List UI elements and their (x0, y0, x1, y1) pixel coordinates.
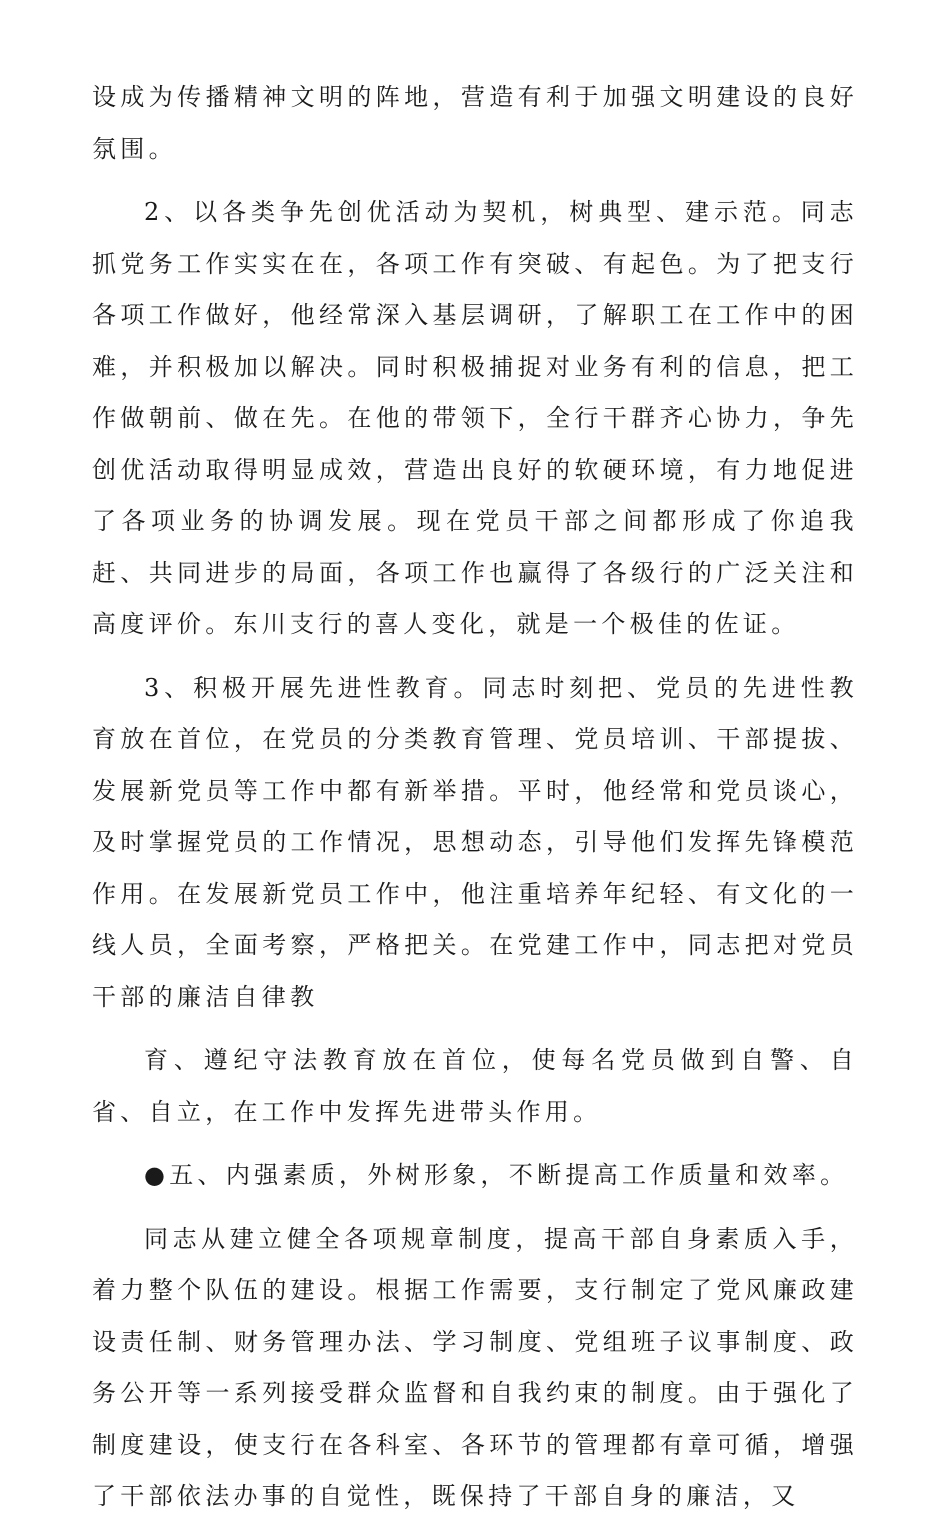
paragraph-4: 育、遵纪守法教育放在首位，使每名党员做到自警、自省、自立，在工作中发挥先进带头作用。 (92, 1046, 858, 1126)
paragraph-2: 2、以各类争先创优活动为契机，树典型、建示范。同志抓党务工作实实在在，各项工作有突破、有起色。为了把支行各项工作做好，他经常深入基层调研，了解职工在工作中的困难，并积极加以解决。同时积极捕捉对业务有利的信息，把工作做朝前、做在先。在他的带领下，全行干群齐心协力，争先创优活动取得明显成效，营造出良好的软硬环境，有力地促进了各项业务的协调发展。现在党员干部之间都形成了你追我赶、共同进步的局面，各项工作也赢得了各级行的广泛关注和高度评价。东川支行的喜人变化，就是一个极佳的佐证。 (92, 198, 858, 638)
paragraph-3: 3、积极开展先进性教育。同志时刻把、党员的先进性教育放在首位，在党员的分类教育管理、党员培训、干部提拔、发展新党员等工作中都有新举措。平时，他经常和党员谈心，及时掌握党员的工作情况，思想动态，引导他们发挥先锋模范作用。在发展新党员工作中，他注重培养年纪轻、有文化的一线人员，全面考察，严格把关。在党建工作中，同志把对党员干部的廉洁自律教 (92, 673, 858, 1011)
section-heading-5: ●五、内强素质，外树形象，不断提高工作质量和效率。 (144, 1161, 849, 1189)
document-body (92, 72, 858, 1535)
paragraph-6: 同志从建立健全各项规章制度，提高干部自身素质入手，着力整个队伍的建设。根据工作需要，支行制定了党风廉政建设责任制、财务管理办法、学习制度、党组班子议事制度、政务公开等一系列接受群众监督和自我约束的制度。由于强化了制度建设，使支行在各科室、各环节的管理都有章可循，增强了干部依法办事的自觉性，既保持了干部自身的廉洁，又 (92, 1224, 858, 1510)
paragraph-1: 设成为传播精神文明的阵地，营造有利于加强文明建设的良好氛围。 (92, 83, 858, 163)
